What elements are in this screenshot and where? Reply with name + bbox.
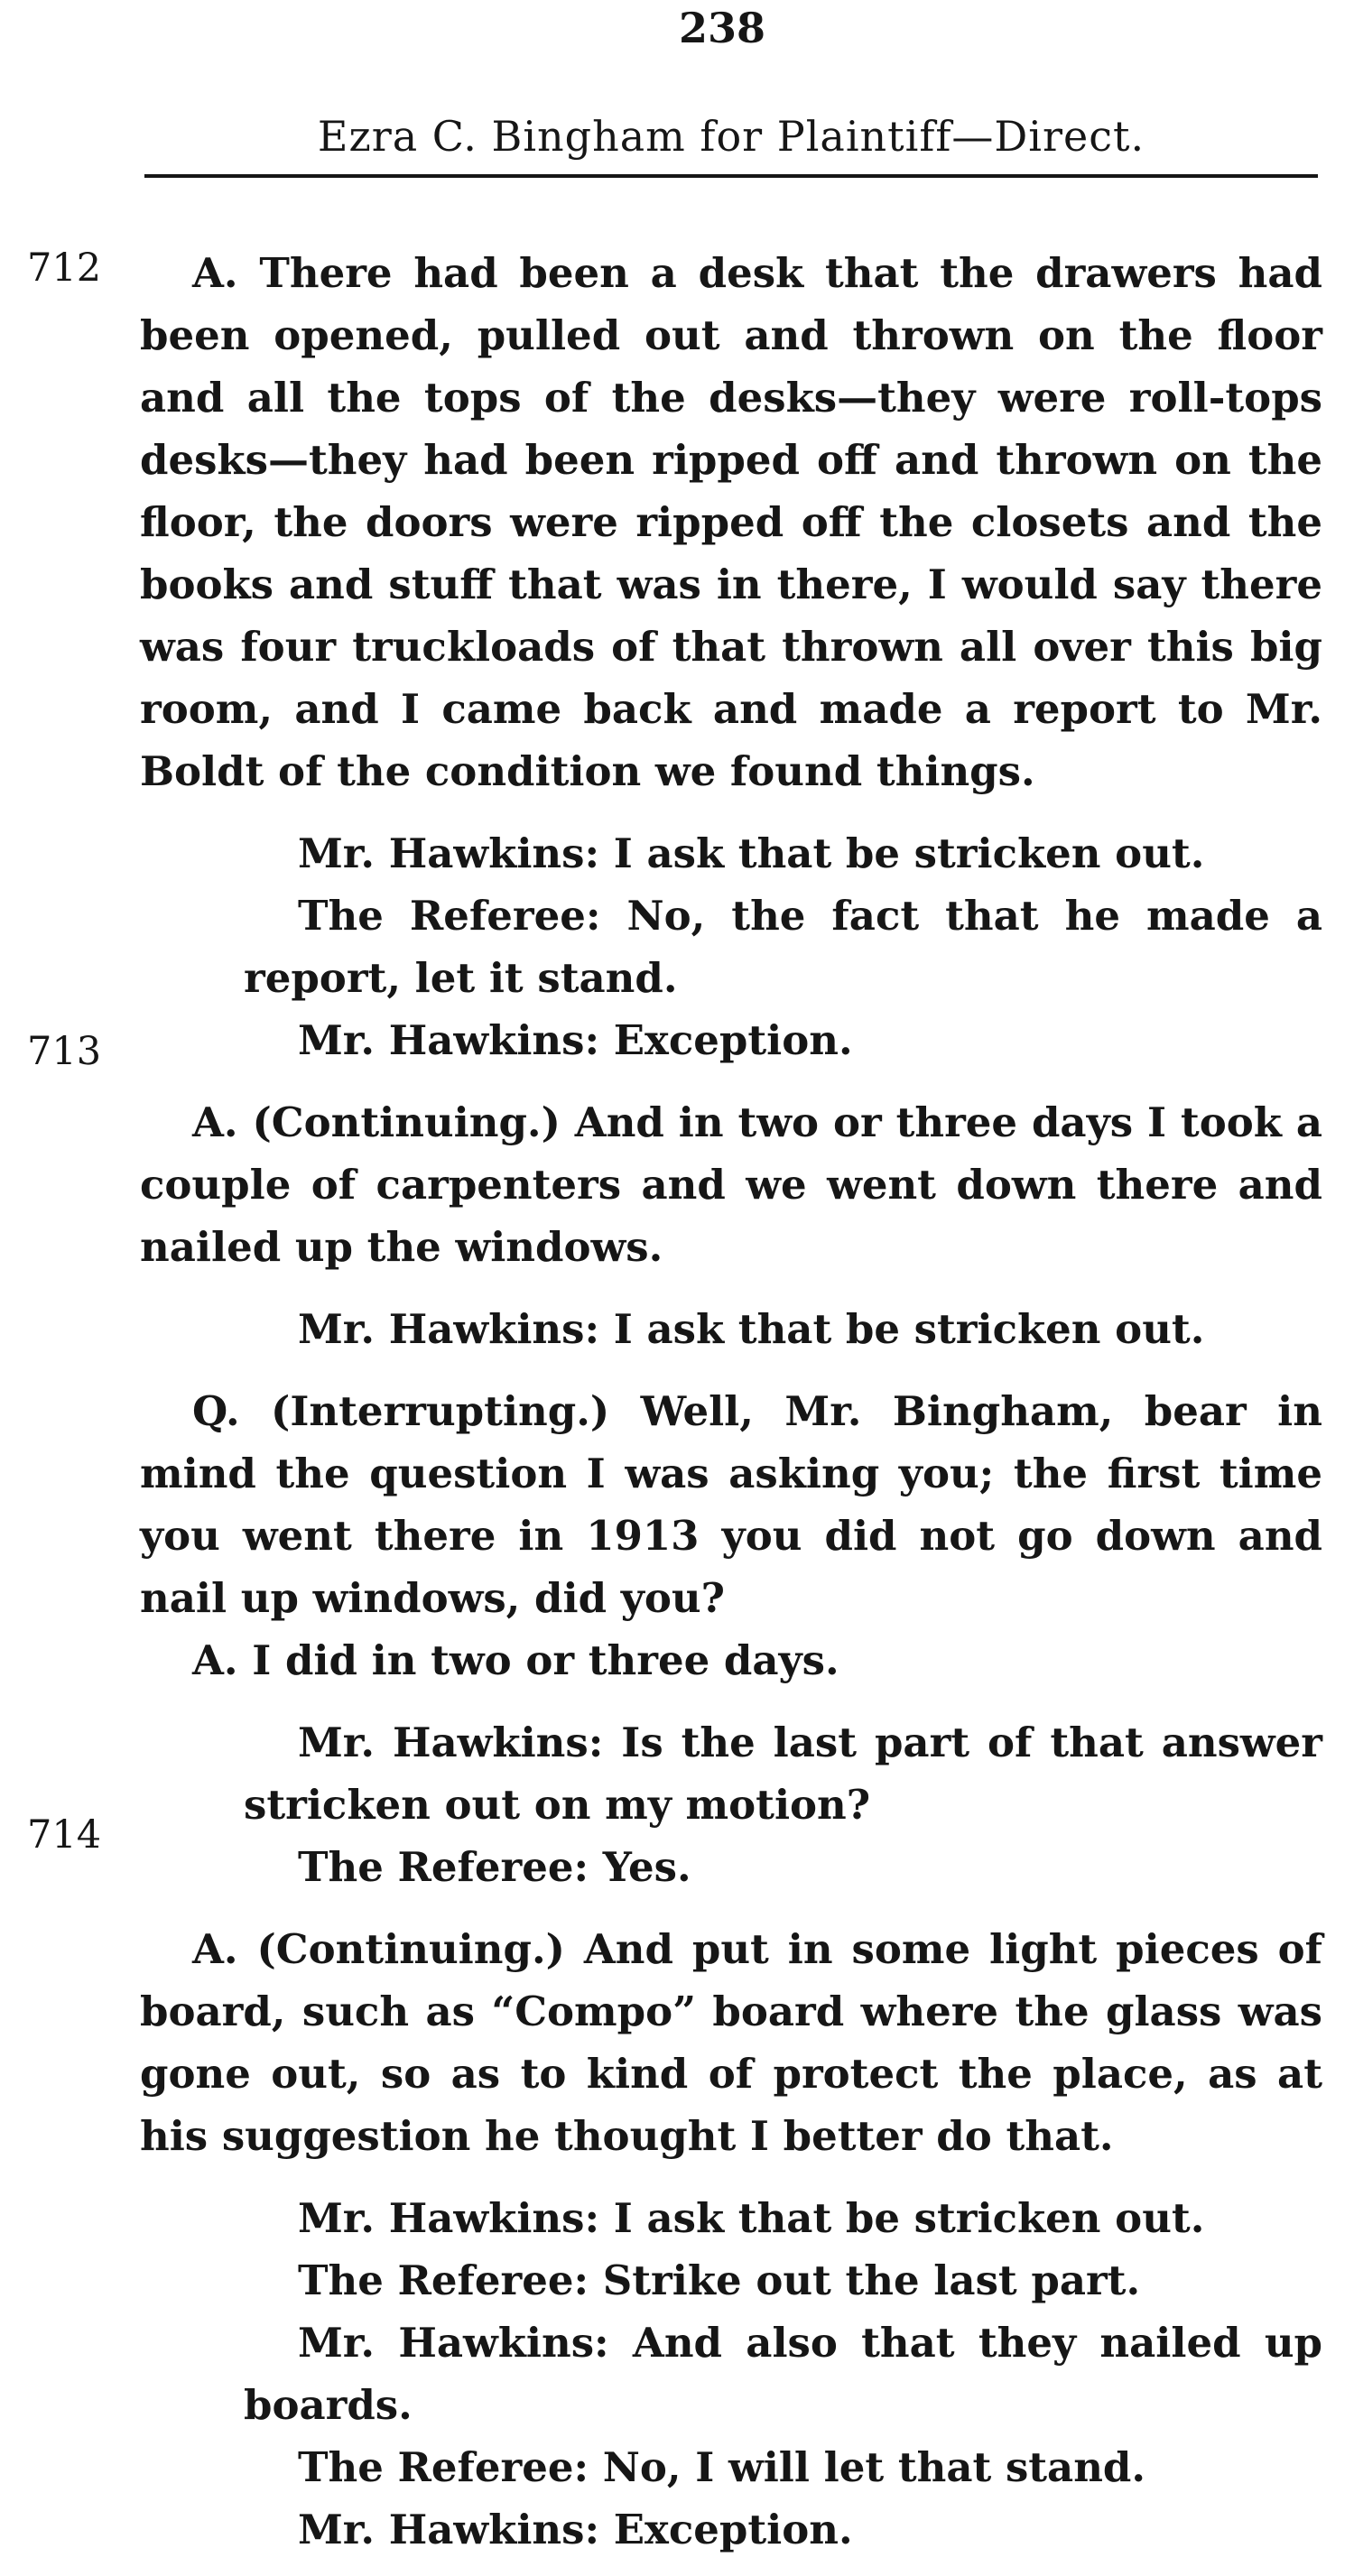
colloquy-paragraph: The Referee: No, I will let that stand. xyxy=(298,2443,1146,2491)
colloquy-paragraph: Mr. Hawkins: Exception. xyxy=(298,1016,853,1064)
colloquy-paragraph: The Referee: Strike out the last part. xyxy=(298,2256,1141,2304)
question-paragraph: Q. (Interrupting.) Well, Mr. Bingham, bear in mind the question I was asking you; the first time you went there in 1913 you did not go down and nail up windows, did you? xyxy=(140,1387,1322,1622)
testimony-text xyxy=(140,242,1322,2561)
colloquy-paragraph: Mr. Hawkins: And also that they nailed up boards. xyxy=(244,2319,1322,2429)
answer-paragraph: A. I did in two or three days. xyxy=(192,1636,839,1684)
answer-paragraph: A. (Continuing.) And in two or three days I took a couple of carpenters and we went down there and nailed up the windows. xyxy=(140,1098,1322,1271)
colloquy-paragraph: Mr. Hawkins: I ask that be stricken out. xyxy=(298,1305,1205,1353)
header-rule xyxy=(144,174,1318,178)
colloquy-paragraph: Mr. Hawkins: Is the last part of that answer stricken out on my motion? xyxy=(244,1719,1322,1829)
colloquy-paragraph: Mr. Hawkins: Exception. xyxy=(298,2506,853,2553)
answer-paragraph: A. There had been a desk that the drawers had been opened, pulled out and thrown on the floor and all the tops of the desks—they were roll-tops desks—they had been ripped off and thrown on the floor, the doors were ripped off the closets and the books and stuff that was in there, I would say there was four truckloads of that thrown all over this big room, and I came back and made a report to Mr. Boldt of the condition we found things. xyxy=(140,249,1322,795)
margin-line-number: 714 xyxy=(27,1812,102,1858)
margin-line-number: 713 xyxy=(27,1029,102,1074)
running-head: Ezra C. Bingham for Plaintiff—Direct. xyxy=(317,112,1145,161)
colloquy-paragraph: Mr. Hawkins: I ask that be stricken out. xyxy=(298,2194,1205,2242)
colloquy-paragraph: Mr. Hawkins: I ask that be stricken out. xyxy=(298,829,1205,877)
margin-line-number: 712 xyxy=(27,246,102,291)
colloquy-paragraph: The Referee: No, the fact that he made a report, let it stand. xyxy=(244,892,1322,1002)
answer-paragraph: A. (Continuing.) And put in some light pieces of board, such as “Compo” board where the glass was gone out, so as to kind of protect the place, as at his suggestion he thought I better do that. xyxy=(140,1925,1322,2160)
colloquy-paragraph: The Referee: Yes. xyxy=(298,1843,691,1891)
page-number: 238 xyxy=(678,4,766,52)
